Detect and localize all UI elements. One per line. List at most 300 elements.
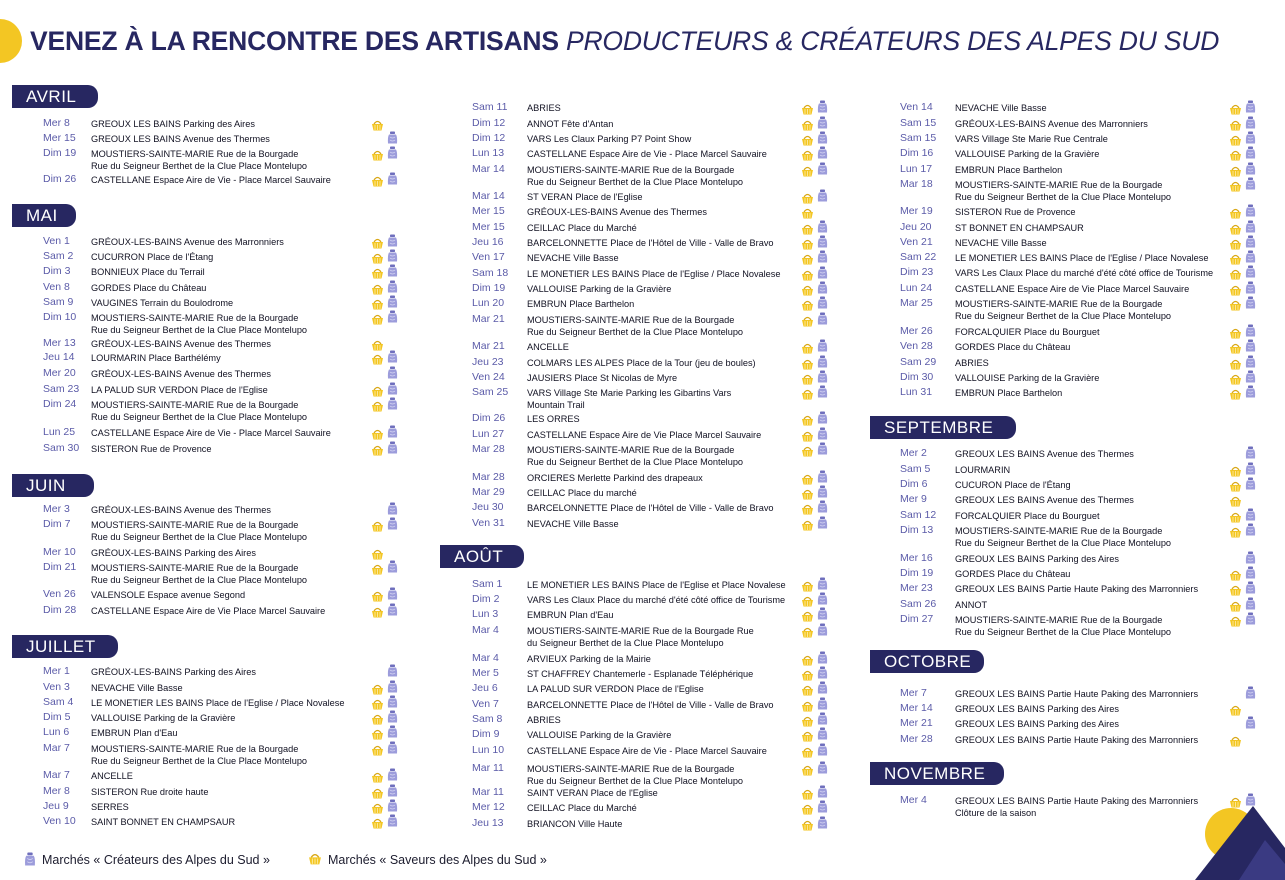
legend-saveurs-label: Marchés « Saveurs des Alpes du Sud » [328, 853, 547, 867]
month-mai: MAI [12, 204, 76, 227]
date-label: Sam 25 [472, 386, 509, 398]
market-type-icons [801, 651, 831, 665]
date-label: Mar 28 [472, 471, 505, 483]
basket-icon [1229, 222, 1242, 233]
date-label: Mar 14 [472, 163, 505, 175]
market-location [527, 191, 642, 203]
basket-icon [1229, 599, 1242, 610]
date-label: Dim 28 [43, 604, 77, 616]
basket-icon [1229, 494, 1242, 505]
location-line: VARS Les Claux Place du marché d'été côté office de Tourisme [527, 595, 786, 605]
date-label: Ven 14 [900, 101, 933, 113]
market-location [955, 525, 1171, 549]
jar-icon [1245, 235, 1256, 248]
basket-icon [1229, 102, 1242, 113]
market-type-icons [1229, 235, 1259, 249]
date-label: Dim 23 [900, 266, 934, 278]
jar-icon [817, 651, 828, 664]
market-location [527, 745, 767, 757]
location-line: MOUSTIERS-SAINTE-MARIE Rue de la Bourgade [955, 180, 1163, 190]
schedule-row [0, 220, 1285, 234]
market-type-icons [1229, 177, 1259, 191]
date-label: Mar 29 [472, 486, 505, 498]
location-line: GRÉOUX-LES-BAINS Avenue des Thermes [91, 339, 271, 349]
location-line: ST BONNET EN CHAMPSAUR [955, 223, 1084, 233]
location-line: VARS Les Claux Parking P7 Point Show [527, 134, 692, 144]
date-label: Mar 4 [472, 624, 499, 636]
market-location [955, 688, 1198, 700]
location-line: ABRIES [527, 715, 561, 725]
jar-icon [1245, 281, 1256, 294]
title-italic: PRODUCTEURS & CRÉATEURS DES ALPES DU SUD [566, 26, 1220, 56]
market-type-icons [1229, 508, 1259, 522]
schedule-row [0, 701, 1285, 715]
date-label: Lun 24 [900, 282, 933, 294]
location-line: ANNOT Fête d'Antan [527, 119, 614, 129]
market-location [527, 763, 743, 787]
date-label: Mer 19 [900, 205, 933, 217]
jar-icon [1245, 100, 1256, 113]
date-label: Ven 24 [472, 371, 505, 383]
location-line: FORCALQUIER Place du Bourguet [955, 327, 1100, 337]
basket-icon [1229, 298, 1242, 309]
date-label: Mer 10 [43, 546, 76, 558]
date-label: Mer 20 [43, 367, 76, 379]
date-label: Sam 29 [900, 356, 937, 368]
date-label: Mar 4 [472, 652, 499, 664]
market-type-icons [1229, 385, 1259, 399]
date-label: Mar 7 [43, 742, 70, 754]
location-line: GRÉOUX-LES-BAINS Parking des Aires [91, 667, 256, 677]
location-line-2: Rue du Seigneur Berthet de la Clue Place Montelupo [91, 325, 308, 335]
basket-icon [1229, 341, 1242, 352]
date-label: Sam 22 [900, 251, 937, 263]
schedule-row [0, 235, 1285, 249]
schedule-row [0, 339, 1285, 353]
location-line: LE MONETIER LES BAINS Place de l'Eglise / Place Novalese [527, 269, 781, 279]
date-label: Mer 4 [900, 794, 927, 806]
location-line: MOUSTIERS-SAINTE-MARIE Rue de la Bourgade [527, 445, 735, 455]
location-line: MOUSTIERS-SAINTE-MARIE Rue de la Bourgade [955, 615, 1163, 625]
location-line: CEILLAC Place du marché [527, 488, 637, 498]
market-location [955, 372, 1099, 384]
basket-icon [801, 653, 814, 664]
basket-icon [1229, 206, 1242, 217]
market-location [955, 464, 1010, 476]
schedule-row [0, 651, 1285, 665]
market-location [955, 599, 987, 611]
date-label: Mer 15 [472, 205, 505, 217]
market-location [527, 429, 761, 441]
schedule-row [0, 131, 1285, 145]
schedule-row [0, 250, 1285, 264]
schedule-row [0, 446, 1285, 460]
market-location [955, 553, 1119, 565]
market-type-icons [1229, 265, 1259, 279]
date-label: Lun 3 [472, 608, 499, 620]
location-line: CASTELLANE Espace Aire de Vie - Place Marcel Sauvaire [91, 428, 331, 438]
date-label: Dim 19 [472, 282, 506, 294]
market-location [527, 625, 754, 649]
location-line: GREOUX LES BAINS Parking des Aires [91, 119, 255, 129]
location-line: ST CHAFFREY Chantemerle - Esplanade Téléphérique [527, 669, 754, 679]
jar-icon [1245, 339, 1256, 352]
location-line: CASTELLANE Espace Aire de Vie Place Marcel Sauvaire [91, 606, 326, 616]
basket-icon [1229, 525, 1242, 536]
location-line-2: Rue du Seigneur Berthet de la Clue Place Montelupo [527, 776, 744, 786]
date-label: Lun 20 [472, 297, 505, 309]
location-line: MOUSTIERS-SAINTE-MARIE Rue de la Bourgade [91, 563, 299, 573]
jar-icon [1245, 612, 1256, 625]
jar-icon [1245, 177, 1256, 190]
market-type-icons [801, 189, 831, 203]
location-line: CASTELLANE Espace Aire de Vie - Place Marcel Sauvaire [527, 746, 767, 756]
mountain-logo [1195, 800, 1285, 880]
schedule-row [0, 551, 1285, 565]
location-line: BARCELONNETTE Place de l'Hôtel de Ville - Valle de Bravo [527, 700, 774, 710]
jar-icon [1245, 355, 1256, 368]
jar-icon [1245, 131, 1256, 144]
basket-icon [1229, 387, 1242, 398]
date-label: Sam 23 [43, 383, 80, 395]
location-line: VALLOUISE Parking de la Gravière [91, 713, 236, 723]
location-line: VALENSOLE Espace avenue Segond [91, 590, 246, 600]
basket-icon [801, 745, 814, 756]
date-label: Sam 9 [43, 296, 74, 308]
basket-icon [1229, 464, 1242, 475]
location-line: VALLOUISE Parking de la Gravière [955, 373, 1100, 383]
market-location [955, 479, 1071, 491]
date-label: Sam 2 [43, 250, 74, 262]
market-location [955, 206, 1076, 218]
market-type-icons [1229, 339, 1259, 353]
location-line: LA PALUD SUR VERDON Place de l'Eglise [527, 684, 704, 694]
month-octobre: OCTOBRE [870, 650, 984, 673]
date-label: Mer 5 [472, 667, 499, 679]
market-location [955, 341, 1070, 353]
basket-icon [1229, 252, 1242, 263]
market-location [955, 283, 1189, 295]
market-location [955, 734, 1198, 746]
location-line: ABRIES [527, 103, 561, 113]
basket-icon [801, 668, 814, 679]
location-line: EMBRUN Place Barthelon [527, 299, 635, 309]
market-type-icons [1229, 716, 1259, 730]
market-location [955, 387, 1062, 399]
location-line: MOUSTIERS-SAINTE-MARIE Rue de la Bourgade [91, 520, 299, 530]
basket-icon [1229, 510, 1242, 521]
market-type-icons [1229, 146, 1259, 160]
date-label: Mar 25 [900, 297, 933, 309]
date-label: Mar 11 [472, 762, 504, 774]
jar-icon [1245, 324, 1256, 337]
location-line-2: du Seigneur Berthet de la Clue Place Montelupo [527, 638, 724, 648]
location-line: VALLOUISE Parking de la Gravière [527, 730, 672, 740]
market-type-icons [1229, 701, 1259, 715]
date-label: Ven 7 [472, 698, 499, 710]
market-location [955, 494, 1134, 506]
market-type-icons [1229, 355, 1259, 369]
date-label: Ven 3 [43, 681, 70, 693]
jar-icon [1245, 204, 1256, 217]
schedule-row [0, 508, 1285, 522]
schedule-row [0, 597, 1285, 611]
location-line: MOUSTIERS-SAINTE-MARIE Rue de la Bourgade [91, 400, 299, 410]
location-line: CASTELLANE Espace Aire de Vie - Place Marcel Sauvaire [527, 149, 767, 159]
location-line: EMBRUN Plan d'Eau [91, 728, 178, 738]
market-type-icons [1229, 162, 1259, 176]
jar-icon [1245, 446, 1256, 459]
location-line: VARS Village Ste Marie Parking les Gibartins Vars [527, 388, 732, 398]
date-label: Mer 21 [900, 717, 933, 729]
location-line-2: Rue du Seigneur Berthet de la Clue Place Montelupo [955, 627, 1172, 637]
date-label: Mar 18 [900, 178, 933, 190]
schedule-row [0, 385, 1285, 399]
date-label: Jeu 30 [472, 501, 504, 513]
date-label: Mer 13 [43, 337, 76, 349]
schedule-row [0, 146, 1285, 160]
basket-icon [1229, 164, 1242, 175]
location-line: GRÉOUX-LES-BAINS Avenue des Marronniers [955, 119, 1148, 129]
location-line: NEVACHE Ville Basse [527, 519, 619, 529]
jar-icon [1245, 508, 1256, 521]
location-line: BARCELONNETTE Place de l'Hôtel de Ville - Valle de Bravo [527, 238, 774, 248]
basket-icon [1229, 326, 1242, 337]
schedule-row [0, 411, 1285, 425]
market-type-icons [1229, 220, 1259, 234]
date-label: Sam 15 [900, 117, 937, 129]
location-line: FORCALQUIER Place du Bourguet [955, 511, 1100, 521]
schedule-row [0, 370, 1285, 384]
market-location [955, 179, 1171, 203]
basket-icon [801, 191, 814, 202]
date-label: Mer 9 [900, 493, 927, 505]
market-location [955, 267, 1213, 279]
market-location [955, 298, 1171, 322]
month-aout: AOÛT [440, 545, 524, 568]
location-line-2: Rue du Seigneur Berthet de la Clue Place Montelupo [955, 538, 1172, 548]
date-label: Mer 7 [900, 687, 927, 699]
schedule-row [0, 581, 1285, 595]
date-label: Sam 12 [900, 509, 937, 521]
page-title [30, 26, 1219, 56]
location-line-2: Rue du Seigneur Berthet de la Clue Place Montelupo [527, 177, 744, 187]
date-label: Dim 24 [43, 398, 77, 410]
location-line: VARS Village Ste Marie Rue Centrale [955, 134, 1108, 144]
market-location [955, 148, 1099, 160]
date-label: Mar 7 [43, 769, 70, 781]
location-line: GORDES Place du Château [955, 569, 1071, 579]
market-location [955, 583, 1198, 595]
basket-icon [801, 763, 814, 774]
location-line: ANCELLE [527, 342, 569, 352]
location-line: SERRES [91, 802, 129, 812]
market-location [955, 510, 1100, 522]
market-location [955, 222, 1084, 234]
location-line: COLMARS LES ALPES Place de la Tour (jeu de boules) [527, 358, 756, 368]
location-line: EMBRUN Plan d'Eau [527, 610, 614, 620]
location-line: VAUGINES Terrain du Boulodrome [91, 298, 234, 308]
market-location [955, 357, 989, 369]
location-line: MOUSTIERS-SAINTE-MARIE Rue de la Bourgade Rue [527, 626, 754, 636]
location-line: MOUSTIERS-SAINTE-MARIE Rue de la Bourgade [955, 299, 1163, 309]
basket-icon [801, 413, 814, 424]
schedule-row [0, 666, 1285, 680]
date-label: Lun 6 [43, 726, 70, 738]
date-label: Mer 8 [43, 117, 70, 129]
location-line: CUCURRON Place de l'Étang [91, 252, 214, 262]
location-line: LE MONETIER LES BAINS Place de l'Eglise / Place Novalese [955, 253, 1209, 263]
jar-icon [1245, 477, 1256, 490]
location-line-2: Mountain Trail [527, 400, 585, 410]
location-line: BRIANCON Ville Haute [527, 819, 623, 829]
date-label: Lun 25 [43, 426, 76, 438]
location-line: MOUSTIERS-SAINTE-MARIE Rue de la Bourgade [527, 165, 735, 175]
decorative-yellow-circle [0, 19, 22, 63]
market-location [955, 614, 1171, 638]
date-label: Dim 26 [43, 173, 77, 185]
date-label: Mer 23 [900, 582, 933, 594]
basket-icon [1229, 118, 1242, 129]
location-line: ANCELLE [91, 771, 133, 781]
basket-icon [1229, 479, 1242, 490]
location-line: BARCELONNETTE Place de l'Hôtel de Ville - Valle de Bravo [527, 503, 774, 513]
basket-icon [801, 818, 814, 829]
location-line: LOURMARIN [955, 465, 1011, 475]
location-line: SISTERON Rue droite haute [91, 787, 209, 797]
location-line: MOUSTIERS-SAINTE-MARIE Rue de la Bourgade [91, 149, 299, 159]
market-location [527, 668, 753, 680]
market-type-icons [1229, 100, 1259, 114]
date-label: Dim 27 [900, 613, 934, 625]
location-line: JAUSIERS Place St Nicolas de Myre [527, 373, 678, 383]
market-type-icons [1229, 597, 1259, 611]
date-label: Sam 11 [472, 101, 508, 113]
date-label: Sam 1 [472, 578, 503, 590]
location-line: SAINT VERAN Place de l'Eglise [527, 788, 658, 798]
location-line: VALLOUISE Parking de la Gravière [955, 149, 1100, 159]
market-location [527, 653, 651, 665]
market-location [955, 252, 1209, 264]
date-label: Ven 10 [43, 815, 76, 827]
location-line: NEVACHE Ville Basse [955, 238, 1047, 248]
date-label: Mar 11 [472, 786, 504, 798]
market-location [955, 448, 1134, 460]
location-line: MOUSTIERS-SAINTE-MARIE Rue de la Bourgade [91, 744, 299, 754]
market-type-icons [801, 411, 831, 425]
month-novembre: NOVEMBRE [870, 762, 1004, 785]
market-location [527, 413, 580, 425]
location-line: GRÉOUX-LES-BAINS Avenue des Marronniers [91, 237, 284, 247]
basket-icon [801, 429, 814, 440]
location-line: VALLOUISE Parking de la Gravière [527, 284, 672, 294]
location-line: GRÉOUX-LES-BAINS Avenue des Thermes [91, 505, 271, 515]
schedule-row [0, 492, 1285, 506]
jar-icon [817, 427, 828, 440]
date-label: Ven 17 [472, 251, 505, 263]
location-line: GRÉOUX-LES-BAINS Avenue des Thermes [527, 207, 707, 217]
date-label: Lun 17 [900, 163, 933, 175]
location-line: GREOUX LES BAINS Partie Haute Paking des Marronniers [955, 796, 1199, 806]
schedule-row [0, 355, 1285, 369]
market-type-icons [1229, 446, 1259, 460]
market-location [955, 718, 1119, 730]
market-type-icons [1229, 477, 1259, 491]
jar-icon [1245, 523, 1256, 536]
date-label: Mer 12 [472, 801, 505, 813]
market-location [955, 568, 1070, 580]
location-line: CEILLAC Place du Marché [527, 223, 637, 233]
date-label: Dim 19 [43, 147, 77, 159]
date-label: Sam 26 [900, 598, 937, 610]
market-type-icons [801, 816, 831, 830]
location-line-2: Rue du Seigneur Berthet de la Clue Place Montelupo [91, 161, 308, 171]
schedule-row [0, 462, 1285, 476]
location-line: MOUSTIERS-SAINTE-MARIE Rue de la Bourgade [91, 313, 299, 323]
date-label: Dim 7 [43, 518, 71, 530]
location-line: VARS Les Claux Place du marché d'été côté office de Tourisme [955, 268, 1214, 278]
date-label: Jeu 13 [472, 817, 504, 829]
basket-icon [1229, 372, 1242, 383]
basket-icon [371, 399, 384, 410]
location-line-2: Rue du Seigneur Berthet de la Clue Place Montelupo [955, 192, 1172, 202]
schedule-row [0, 523, 1285, 548]
jar-icon [1245, 462, 1256, 475]
market-location [527, 818, 622, 830]
date-label: Ven 8 [43, 281, 70, 293]
market-location [955, 326, 1100, 338]
location-line: ABRIES [955, 358, 989, 368]
month-avril: AVRIL [12, 85, 98, 108]
schedule-row [0, 281, 1285, 295]
date-label: Dim 12 [472, 117, 506, 129]
date-label: Lun 13 [472, 147, 505, 159]
jar-icon [1245, 265, 1256, 278]
basket-icon [1229, 568, 1242, 579]
date-label: Dim 12 [472, 132, 506, 144]
jar-icon [1245, 162, 1256, 175]
date-label: Mer 1 [43, 665, 70, 677]
market-location [955, 237, 1047, 249]
date-label: Ven 31 [472, 517, 505, 529]
location-line: GREOUX LES BAINS Avenue des Thermes [91, 134, 270, 144]
schedule-row [0, 716, 1285, 730]
date-label: Mer 15 [472, 221, 505, 233]
location-line: CASTELLANE Espace Aire de Vie Place Marcel Sauvaire [527, 430, 762, 440]
date-label: Sam 30 [43, 442, 80, 454]
market-location [955, 795, 1198, 819]
schedule-row [0, 265, 1285, 279]
market-type-icons [1229, 612, 1259, 626]
date-label: Jeu 20 [900, 221, 932, 233]
basket-icon [1229, 133, 1242, 144]
location-line: CUCURON Place de l'Étang [955, 480, 1071, 490]
date-label: Ven 1 [43, 235, 70, 247]
location-line-2: Rue du Seigneur Berthet de la Clue Place Montelupo [91, 412, 308, 422]
location-line: MOUSTIERS-SAINTE-MARIE Rue de la Bourgade [527, 764, 735, 774]
date-label: Dim 10 [43, 311, 77, 323]
jar-icon [1245, 250, 1256, 263]
legend-createurs-label: Marchés « Créateurs des Alpes du Sud » [42, 853, 270, 867]
date-label: Mer 16 [900, 552, 933, 564]
date-label: Mer 26 [900, 325, 933, 337]
location-line: LE MONETIER LES BAINS Place de l'Eglise et Place Novalese [527, 580, 786, 590]
market-type-icons [801, 427, 831, 441]
location-line-2: Rue du Seigneur Berthet de la Clue Place Montelupo [91, 532, 308, 542]
jar-icon [817, 666, 828, 679]
market-type-icons [1229, 281, 1259, 295]
market-type-icons [1229, 581, 1259, 595]
